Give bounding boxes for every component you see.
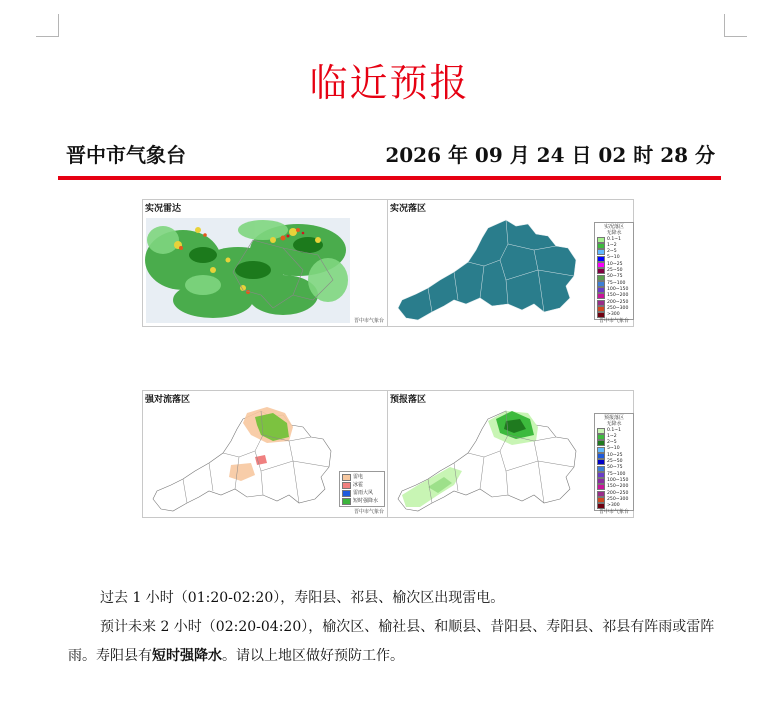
- crop-mark-top-left: [36, 14, 59, 37]
- forecast-legend-label: 0.1~1: [607, 427, 622, 433]
- radar-panel-credit: 晋中市气象台: [353, 318, 384, 324]
- rain-legend-swatch: [597, 300, 605, 306]
- rain-legend-label: 150~200: [607, 293, 629, 299]
- forecast-paragraph: [68, 613, 718, 671]
- rain-legend-label: 1~2: [607, 242, 617, 248]
- forecast-panel: [387, 390, 634, 518]
- convection-legend-label: 冰雹: [353, 482, 364, 488]
- observed-rain-legend-unit: 无降水: [606, 230, 622, 237]
- observed-rain-panel-title: 实况落区: [390, 204, 427, 214]
- forecast-legend-label: 25~50: [607, 459, 623, 465]
- rain-legend-swatch: [597, 275, 605, 281]
- radar-panel-title: 实况雷达: [145, 204, 182, 214]
- forecast-panel-title: 预报落区: [390, 395, 427, 405]
- convection-panel-title: 强对流落区: [145, 395, 191, 405]
- rain-legend-label: 10~25: [607, 261, 623, 267]
- rain-legend-swatch: [597, 243, 605, 249]
- convection-legend: [339, 471, 385, 507]
- rain-legend-label: 100~150: [607, 286, 629, 292]
- convection-legend-swatch: [342, 498, 351, 505]
- convection-legend-swatch: [342, 474, 351, 481]
- forecast-legend-title: 预报落区: [603, 415, 624, 421]
- org-name: 晋中市气象台: [66, 143, 186, 167]
- convection-panel: [142, 390, 389, 518]
- radar-panel: [142, 199, 389, 327]
- forecast-legend-label: 10~25: [607, 452, 623, 458]
- observation-paragraph: 过去 1 小时（01:20-02:20），寿阳县、祁县、榆次区出现雷电。: [100, 590, 505, 606]
- convection-legend-label: 短时强降水: [353, 498, 379, 504]
- forecast-legend-label: 150~200: [607, 484, 629, 490]
- observed-rain-panel: [387, 199, 634, 327]
- convection-legend-row: [342, 481, 382, 489]
- rain-legend-swatch: [597, 281, 605, 287]
- convection-legend-label: 雷雨大风: [353, 490, 374, 496]
- forecast-legend-swatch: [597, 428, 605, 434]
- rain-legend-swatch: [597, 287, 605, 293]
- rain-legend-label: 0.1~1: [607, 236, 622, 242]
- forecast-legend-swatch: [597, 453, 605, 459]
- rain-legend-label: 50~75: [607, 274, 623, 280]
- rain-legend-swatch: [597, 306, 605, 312]
- crop-mark-top-right: [724, 14, 747, 37]
- forecast-legend-unit: 无降水: [606, 421, 622, 428]
- forecast-legend-swatch: [597, 491, 605, 497]
- forecast-legend-label: >300: [607, 503, 620, 509]
- forecast-legend-swatch: [597, 434, 605, 440]
- forecast-legend-swatch: [597, 447, 605, 453]
- forecast-text-bold: 短时强降水: [152, 648, 222, 664]
- forecast-legend-swatch: [597, 478, 605, 484]
- rain-legend-label: 250~300: [607, 305, 629, 311]
- observed-rain-legend-title: 实况落区: [603, 224, 624, 230]
- observed-rain-panel-credit: 晋中市气象台: [598, 318, 629, 324]
- forecast-text-a: 预计未来 2 小时（02:20-04:20），榆次区、榆社县、和顺县、昔阳县、寿阳县、祁县有阵雨或雷阵雨。寿阳县有: [68, 619, 715, 664]
- convection-legend-swatch: [342, 490, 351, 497]
- header-rule: [58, 176, 721, 180]
- forecast-legend-label: 75~100: [607, 471, 626, 477]
- forecast-legend-swatch: [597, 484, 605, 490]
- issue-datetime: 2026 年 09 月 24 日 02 时 28 分: [385, 143, 715, 167]
- rain-legend-swatch: [597, 256, 605, 262]
- forecast-panel-credit: 晋中市气象台: [598, 509, 629, 515]
- forecast-legend: [594, 413, 634, 511]
- forecast-legend-label: 100~150: [607, 477, 629, 483]
- rain-legend-label: 200~250: [607, 299, 629, 305]
- forecast-legend-label: 250~300: [607, 496, 629, 502]
- rain-legend-label: >300: [607, 312, 620, 318]
- convection-panel-credit: 晋中市气象台: [353, 509, 384, 515]
- rain-legend-label: 75~100: [607, 280, 626, 286]
- rain-legend-swatch: [597, 268, 605, 274]
- forecast-text-b: 。请以上地区做好预防工作。: [222, 648, 404, 664]
- radar-map-image: [143, 200, 388, 326]
- forecast-legend-swatch: [597, 459, 605, 465]
- forecast-legend-swatch: [597, 472, 605, 478]
- rain-legend-swatch: [597, 237, 605, 243]
- forecast-legend-label: 200~250: [607, 490, 629, 496]
- convection-legend-row: [342, 473, 382, 481]
- convection-legend-swatch: [342, 482, 351, 489]
- convection-legend-row: [342, 489, 382, 497]
- forecast-legend-swatch: [597, 466, 605, 472]
- page-title: 临近预报: [309, 61, 470, 105]
- forecast-legend-swatch: [597, 497, 605, 503]
- forecast-legend-label: 5~10: [607, 446, 620, 452]
- rain-legend-swatch: [597, 262, 605, 268]
- forecast-legend-swatch: [597, 440, 605, 446]
- forecast-legend-label: 2~5: [607, 440, 617, 446]
- rain-legend-swatch: [597, 293, 605, 299]
- forecast-legend-label: 1~2: [607, 433, 617, 439]
- forecast-legend-label: 50~75: [607, 465, 623, 471]
- report-body: [68, 584, 718, 671]
- rain-legend-label: 5~10: [607, 255, 620, 261]
- rain-legend-swatch: [597, 249, 605, 255]
- convection-legend-label: 雷电: [353, 474, 364, 480]
- observed-rain-legend: [594, 222, 634, 320]
- rain-legend-label: 25~50: [607, 268, 623, 274]
- convection-legend-row: [342, 497, 382, 505]
- rain-legend-label: 2~5: [607, 249, 617, 255]
